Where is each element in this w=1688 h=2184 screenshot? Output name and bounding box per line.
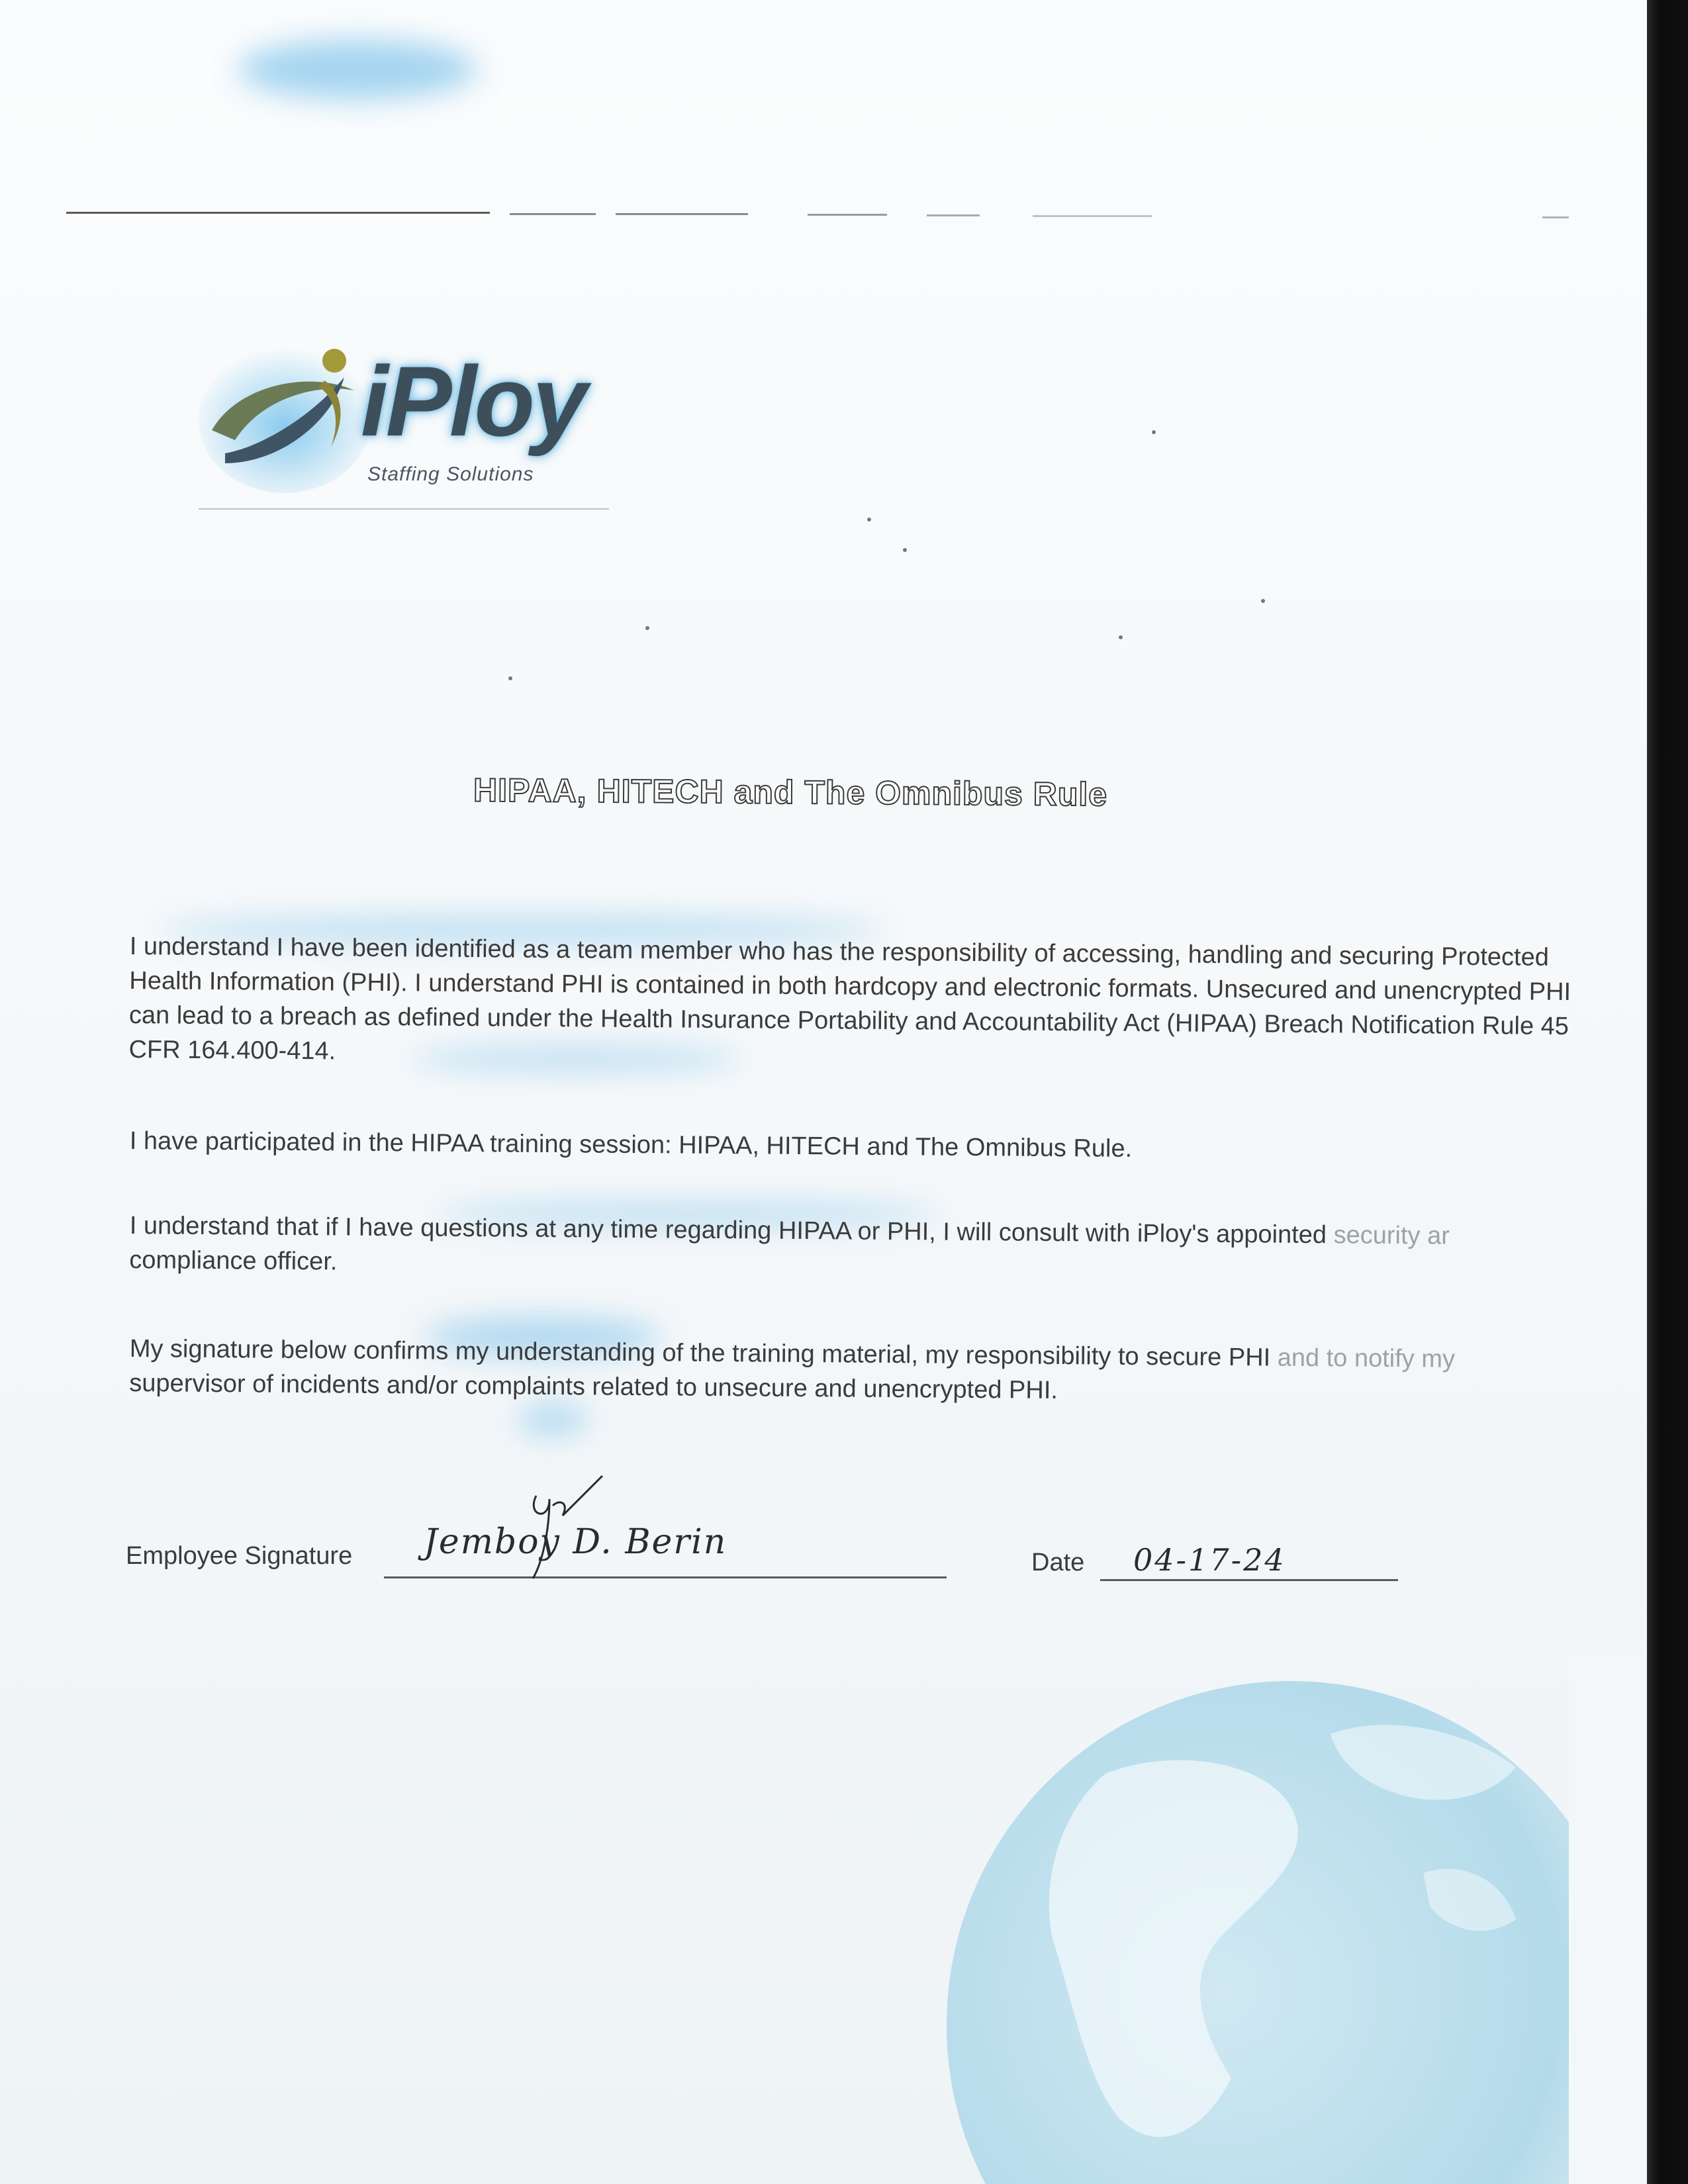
logo-tagline: Staffing Solutions bbox=[367, 463, 534, 485]
paragraph-text: My signature below confirms my understanding of the training material, my responsibility to secure PHI bbox=[129, 1334, 1271, 1372]
speck bbox=[1152, 430, 1156, 434]
paragraph-text: compliance officer. bbox=[129, 1246, 338, 1276]
header-rule bbox=[808, 214, 887, 216]
date-line bbox=[1100, 1579, 1398, 1581]
scanner-edge-shadow bbox=[1647, 0, 1688, 2184]
toner-smudge bbox=[238, 40, 477, 99]
employee-signature: Jemboy D. Berin bbox=[424, 1522, 727, 1562]
header-rule bbox=[1542, 216, 1569, 218]
date-label: Date bbox=[1031, 1549, 1085, 1576]
speck bbox=[903, 548, 907, 552]
globe-watermark-icon bbox=[920, 1655, 1648, 2184]
signed-date: 04-17-24 bbox=[1133, 1542, 1286, 1578]
paragraph-faded-text: security ar bbox=[1333, 1221, 1450, 1250]
paragraph-compliance-officer bbox=[129, 1208, 1652, 1289]
paragraph-training-participation: I have participated in the HIPAA training session: HIPAA, HITECH and The Omnibus Rule. bbox=[129, 1126, 1133, 1163]
document-title: HIPAA, HITECH and The Omnibus Rule bbox=[473, 771, 1108, 813]
header-rule bbox=[1033, 215, 1152, 217]
paragraph-phi-responsibility: I understand I have been identified as a team member who has the responsibility of accessing, handling and securing Protected Health Information (PHI). I understand PHI is contained in both hardcopy and electronic formats. Unsecured and unencrypted PHI can lead to a breach as defined under the Health Insurance Portability and Accountability Act (HIPAA) Breach Notification Rule 45 CFR 164.400-414. bbox=[128, 932, 1571, 1066]
paragraph-signature-confirmation bbox=[129, 1332, 1652, 1412]
speck bbox=[1261, 599, 1265, 603]
speck bbox=[645, 626, 649, 630]
header-rule bbox=[66, 212, 490, 214]
logo-wordmark: iPloy bbox=[361, 345, 585, 457]
swoosh-emblem-icon bbox=[199, 331, 371, 496]
employee-signature-label: Employee Signature bbox=[126, 1542, 353, 1570]
speck bbox=[867, 518, 871, 522]
paragraph-text: supervisor of incidents and/or complaints related to unsecure and unencrypted PHI. bbox=[129, 1369, 1058, 1405]
speck bbox=[508, 676, 512, 680]
speck bbox=[1119, 635, 1123, 639]
paragraph-text: I understand that if I have questions at any time regarding HIPAA or PHI, I will consult with iPloy's appointed bbox=[129, 1211, 1327, 1250]
header-rule bbox=[616, 213, 748, 215]
toner-smudge bbox=[516, 1403, 589, 1436]
header-rule bbox=[510, 213, 596, 215]
company-logo bbox=[199, 331, 675, 503]
header-rule bbox=[927, 214, 980, 216]
paragraph-faded-text: and to notify my bbox=[1277, 1343, 1456, 1373]
logo-underline bbox=[199, 508, 609, 510]
employee-signature-line bbox=[384, 1576, 947, 1578]
